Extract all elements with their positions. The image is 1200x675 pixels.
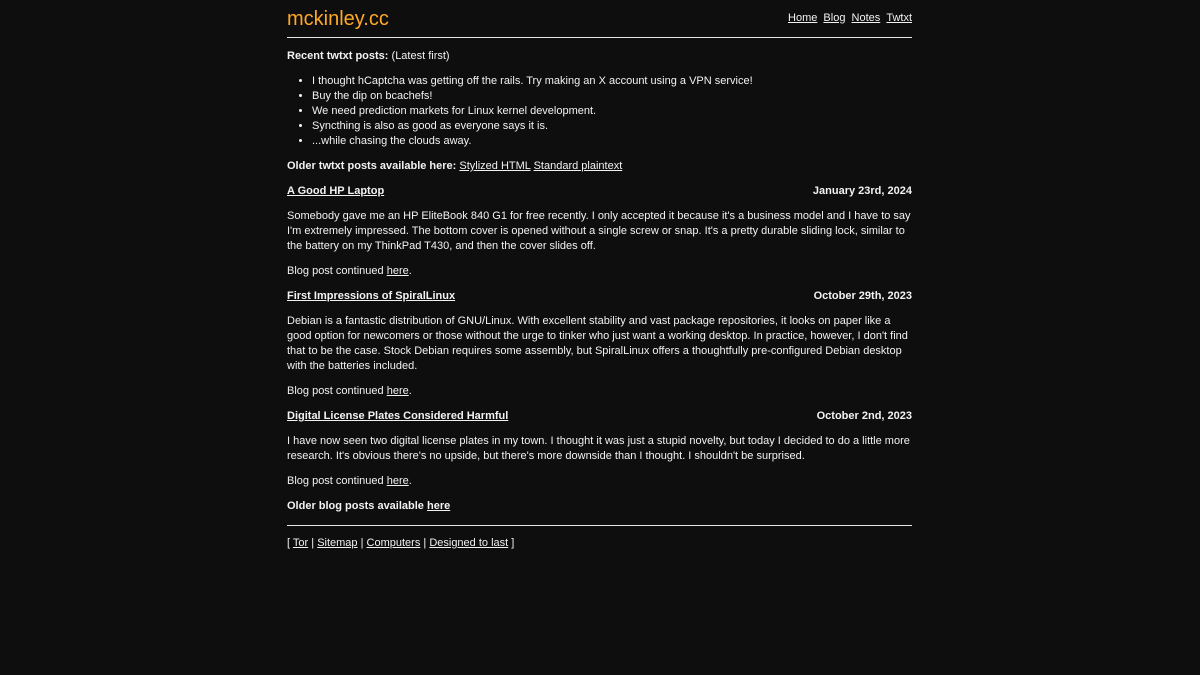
page-container bbox=[287, 0, 912, 551]
footer-separator: | bbox=[360, 537, 364, 549]
footer-sitemap-link[interactable]: Sitemap bbox=[317, 537, 358, 549]
continued-here-link[interactable]: here bbox=[386, 385, 409, 397]
footer-computers-link[interactable]: Computers bbox=[366, 537, 421, 549]
twtxt-item: • Syncthing is also as good as everyone says it is. bbox=[312, 119, 912, 134]
older-twtxt-label: Older twtxt posts available here: bbox=[287, 160, 457, 172]
nav-blog-link[interactable]: Blog bbox=[823, 12, 846, 24]
blog-post-date: January 23rd, 2024 bbox=[812, 185, 912, 197]
blog-post-title-link[interactable]: First Impressions of SpiralLinux bbox=[287, 290, 456, 302]
footer-bracket-open: [ bbox=[287, 537, 291, 549]
blog-post-date: October 2nd, 2023 bbox=[816, 410, 912, 422]
recent-twtxt-heading bbox=[287, 49, 912, 64]
blog-post-excerpt: I have now seen two digital license plates in my town. I thought it was just a stupid novelty, but today I decided to do a little more research. It's obvious there's no upside, but there's more downside than I thought. I shouldn't be surprised. bbox=[287, 435, 910, 462]
blog-post-header bbox=[287, 184, 912, 199]
blog-post-continued bbox=[287, 384, 912, 399]
nav-twtxt-link[interactable]: Twtxt bbox=[886, 12, 912, 24]
twtxt-stylized-html-link[interactable]: Stylized HTML bbox=[459, 160, 531, 172]
twtxt-item: • ...while chasing the clouds away. bbox=[312, 134, 912, 149]
blog-post-continued bbox=[287, 264, 912, 279]
older-blog-label: Older blog posts available bbox=[287, 500, 424, 512]
older-blog-line bbox=[287, 499, 912, 514]
recent-twtxt-label: Recent twtxt posts: bbox=[287, 50, 389, 62]
blog-post-header bbox=[287, 289, 912, 304]
recent-twtxt-note: (Latest first) bbox=[391, 50, 450, 62]
blog-post-excerpt: Debian is a fantastic distribution of GNU/Linux. With excellent stability and vast package repositories, it looks on paper like a good option for newcomers or those without the urge to tinker who just want a working desktop. In practice, however, I don't find that to be the case. Stock Debian requires some assembly, but SpiralLinux offers a thoughtfully pre-configured Debian desktop with the batteries included. bbox=[287, 315, 908, 372]
blog-post-excerpt: Somebody gave me an HP EliteBook 840 G1 for free recently. I only accepted it because it's a business model and I have to say I'm extremely impressed. The bottom cover is opened without a single screw or snap. It's a pretty durable sliding lock, similar to the battery on my ThinkPad T430, and then the cover slides off. bbox=[287, 210, 911, 252]
blog-post-title-link[interactable]: A Good HP Laptop bbox=[287, 185, 385, 197]
blog-post-header bbox=[287, 409, 912, 424]
continued-prefix: Blog post continued bbox=[287, 475, 384, 487]
older-blog-here-link[interactable]: here bbox=[427, 500, 451, 512]
footer-divider bbox=[287, 525, 912, 526]
nav-home-link[interactable]: Home bbox=[788, 12, 818, 24]
continued-suffix: . bbox=[408, 475, 412, 487]
twtxt-item: • We need prediction markets for Linux kernel development. bbox=[312, 104, 912, 119]
twtxt-plaintext-link[interactable]: Standard plaintext bbox=[533, 160, 623, 172]
main-nav bbox=[785, 12, 912, 24]
older-twtxt-line bbox=[287, 159, 912, 174]
site-header bbox=[287, 0, 912, 38]
blog-post-title-link[interactable]: Digital License Plates Considered Harmful bbox=[287, 410, 509, 422]
continued-prefix: Blog post continued bbox=[287, 265, 384, 277]
footer-bracket-close: ] bbox=[511, 537, 515, 549]
continued-here-link[interactable]: here bbox=[386, 265, 409, 277]
blog-post-date: October 29th, 2023 bbox=[813, 290, 912, 302]
footer-separator: | bbox=[423, 537, 427, 549]
continued-prefix: Blog post continued bbox=[287, 385, 384, 397]
continued-suffix: . bbox=[408, 265, 412, 277]
blog-post-continued bbox=[287, 474, 912, 489]
footer-tor-link[interactable]: Tor bbox=[292, 537, 309, 549]
footer-separator: | bbox=[311, 537, 315, 549]
twtxt-item: • I thought hCaptcha was getting off the rails. Try making an X account using a VPN service! bbox=[312, 74, 912, 89]
site-title[interactable]: mckinley.cc bbox=[287, 8, 389, 30]
twtxt-item: • Buy the dip on bcachefs! bbox=[312, 89, 912, 104]
site-footer bbox=[287, 536, 912, 551]
nav-notes-link[interactable]: Notes bbox=[851, 12, 881, 24]
continued-here-link[interactable]: here bbox=[386, 475, 409, 487]
continued-suffix: . bbox=[408, 385, 412, 397]
twtxt-list bbox=[287, 74, 912, 149]
footer-designed-to-last-link[interactable]: Designed to last bbox=[429, 537, 509, 549]
